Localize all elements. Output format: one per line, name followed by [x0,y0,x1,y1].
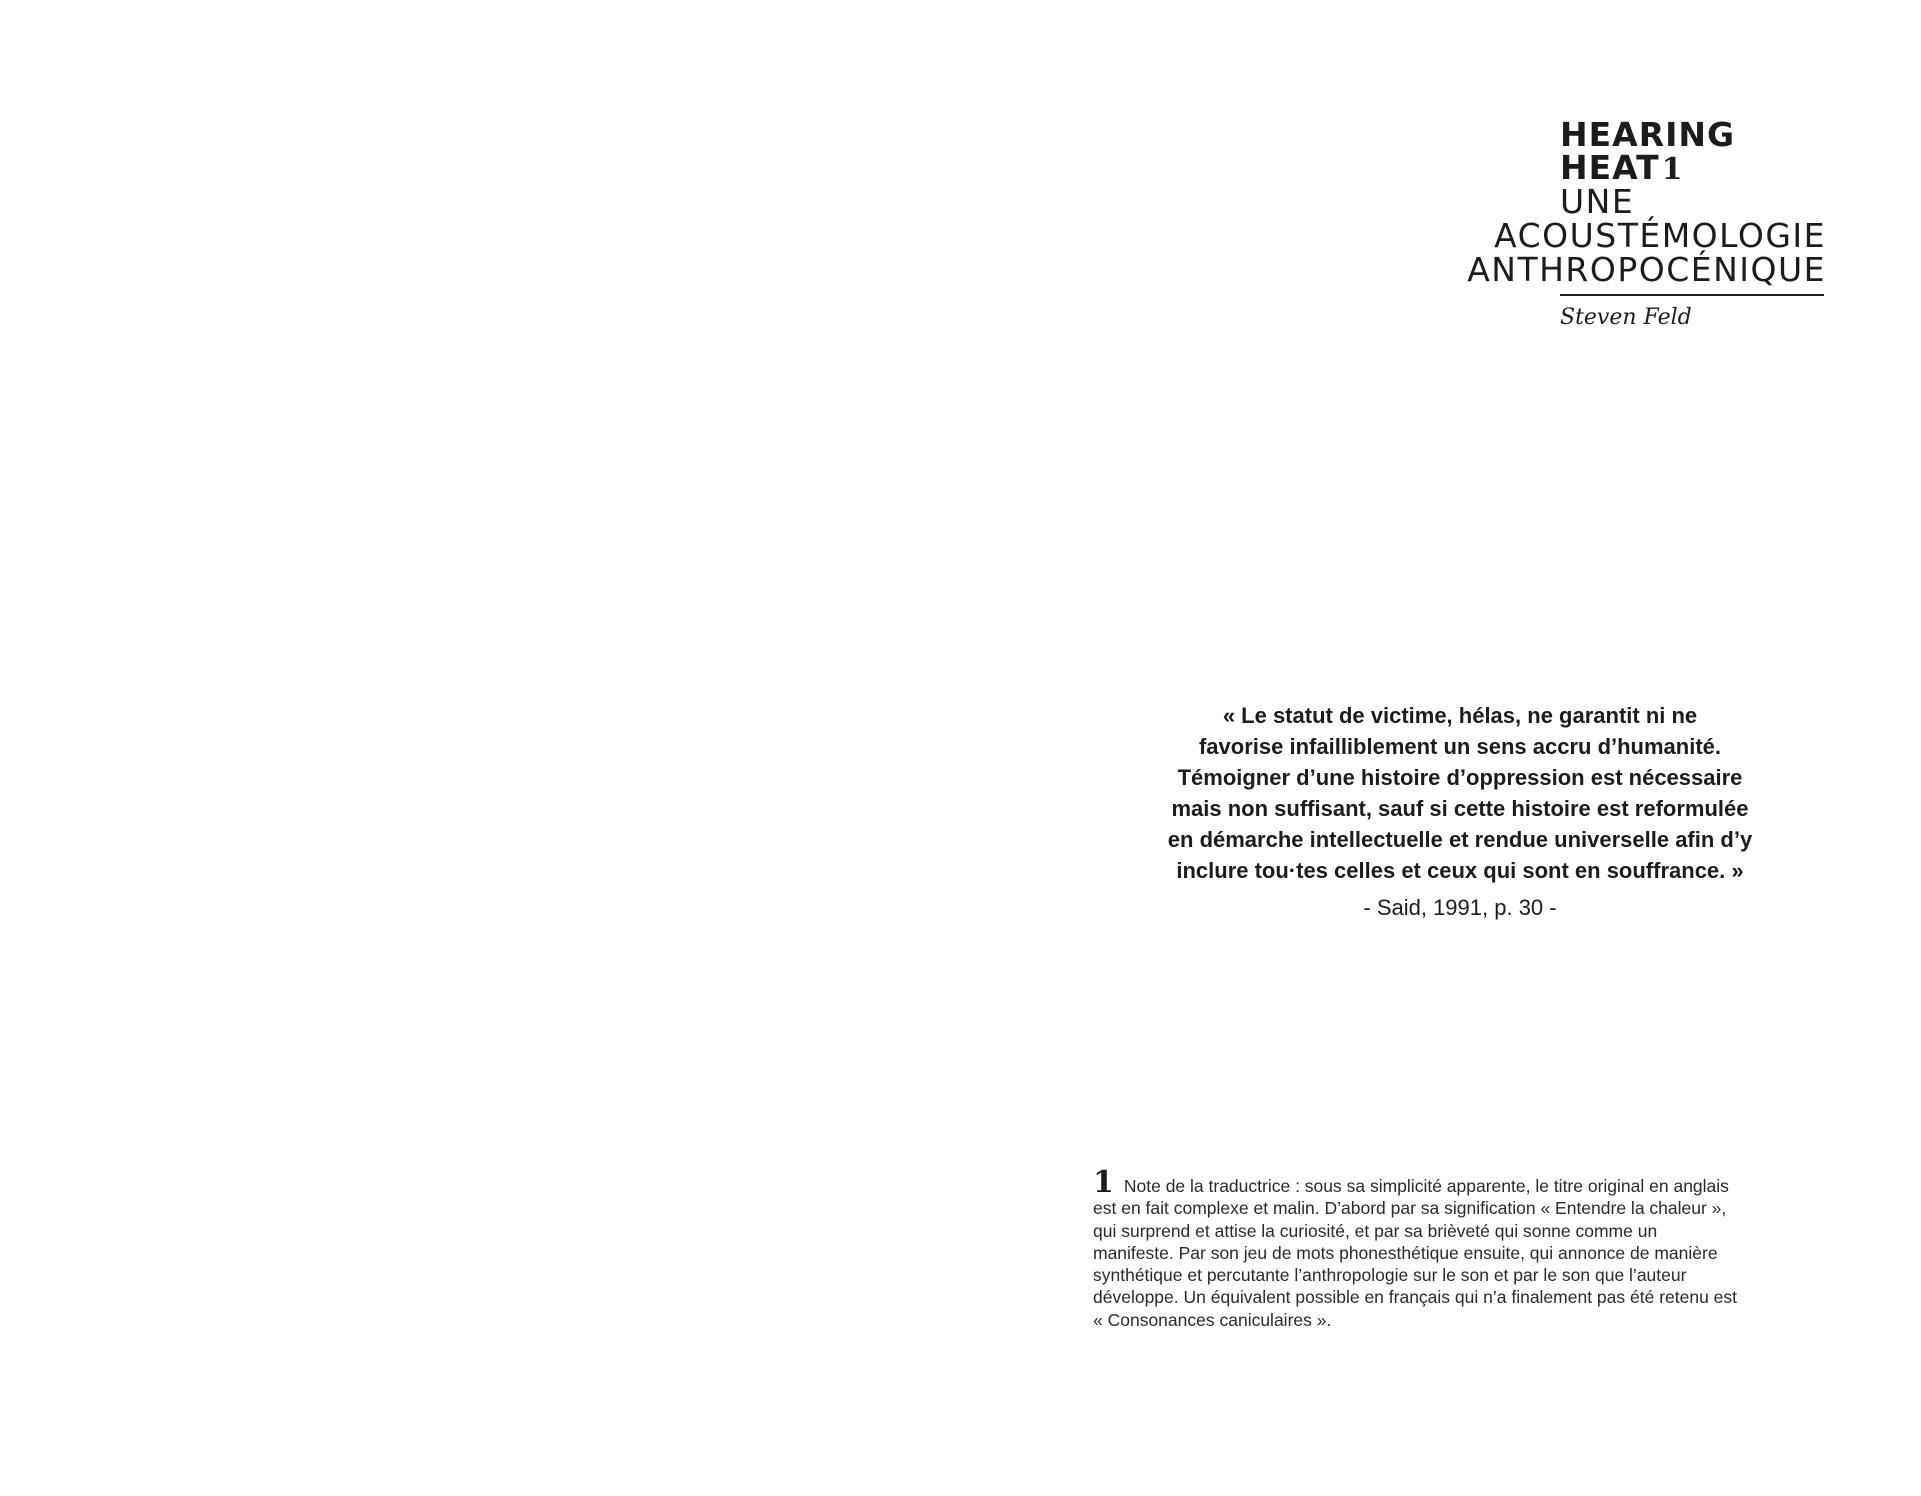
footnote-line: développe. Un équivalent possible en français qui n’a finalement pas été retenu est [1093,1287,1738,1308]
epigraph-line: favorise infailliblement un sens accru d’humanité. [1198,734,1722,759]
footnote-line [1093,1165,1833,1200]
footnote-line-text: Note de la traductrice : sous sa simplicité apparente, le titre original en anglais [1123,1176,1729,1196]
footnote-line: « Consonances caniculaires ». [1093,1309,1332,1330]
epigraph-line: mais non suffisant, sauf si cette histoire est reformulée [1171,796,1749,821]
epigraph-line: Témoigner d’une histoire d’oppression est nécessaire [1177,765,1743,790]
title-line-3: UNE [1560,182,1635,221]
footnote-line: qui surprend et attise la curiosité, et par sa brièveté qui sonne comme un [1093,1220,1658,1241]
epigraph [1100,700,1820,923]
epigraph-line: « Le statut de victime, hélas, ne garantit ni ne [1222,703,1698,728]
title-line-5: ANTHROPOCÉNIQUE [1467,250,1826,289]
footnote [1093,1165,1833,1331]
title-line-1: HEARING [1560,115,1736,154]
author-name: Steven Feld [1560,305,1692,330]
footnote-line: est en fait complexe et malin. D’abord par sa signification « Entendre la chaleur », [1093,1198,1727,1219]
epigraph-citation: - Said, 1991, p. 30 - [1363,895,1557,920]
footnote-line: manifeste. Par son jeu de mots phonesthétique ensuite, qui annonce de manière [1093,1242,1718,1263]
epigraph-line: inclure tou·tes celles et ceux qui sont en souffrance. » [1176,858,1744,883]
title-line-2-text: HEAT [1560,148,1660,187]
footnote-number: 1 [1093,1165,1114,1200]
title-divider [1560,294,1824,296]
title-footnote-marker[interactable]: 1 [1661,152,1683,187]
footnote-line: synthétique et percutante l’anthropologie sur le son et par le son que l’auteur [1093,1265,1687,1286]
title-block [1400,115,1826,338]
title-line-4: ACOUSTÉMOLOGIE [1494,216,1826,255]
epigraph-line: en démarche intellectuelle et rendue universelle afin d’y [1167,827,1753,852]
